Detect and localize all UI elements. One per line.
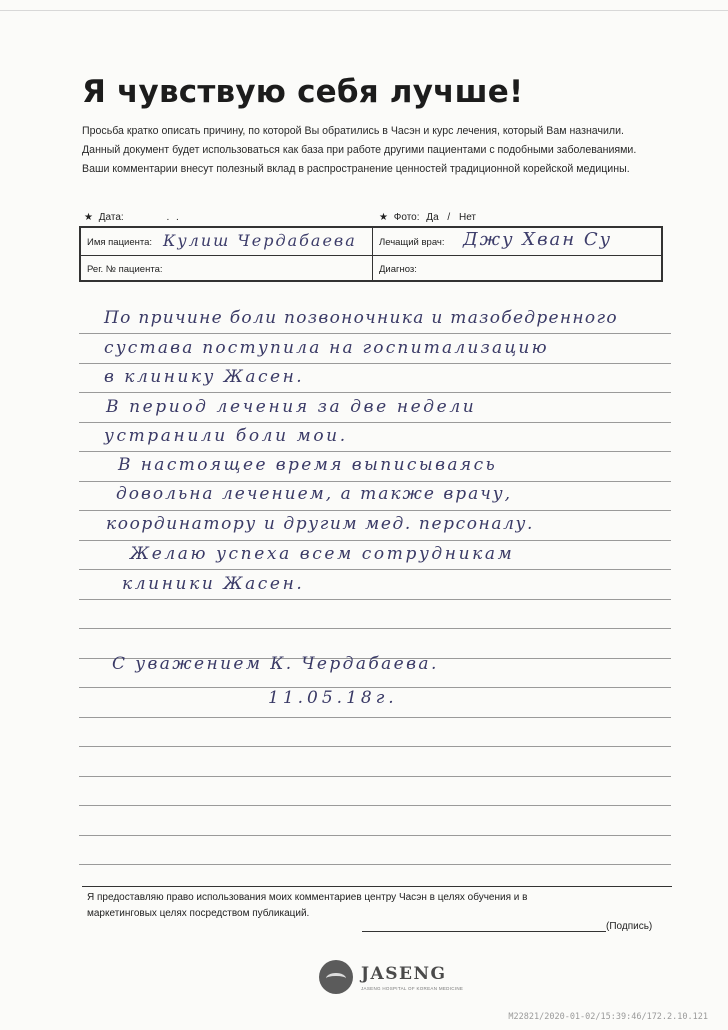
doctor-label: Лечащий врач: bbox=[379, 237, 445, 248]
ruled-line bbox=[79, 422, 671, 423]
ruled-line bbox=[79, 717, 671, 718]
letter-line: довольна лечением, а также врачу, bbox=[116, 484, 513, 504]
doctor-cell[interactable] bbox=[373, 228, 663, 255]
signature-line[interactable] bbox=[362, 931, 606, 932]
date-field bbox=[84, 212, 181, 223]
diagnosis-cell[interactable] bbox=[373, 256, 663, 282]
consent-text bbox=[87, 890, 672, 922]
ruled-line bbox=[79, 540, 671, 541]
letter-date: 11.05.18г. bbox=[268, 688, 398, 708]
intro-line: Ваши комментарии внесут полезный вклад в распространение ценностей традиционной корейской медицины. bbox=[82, 163, 630, 175]
star-icon: ★ bbox=[379, 212, 388, 223]
ruled-line bbox=[79, 835, 671, 836]
photo-no-option[interactable]: Нет bbox=[458, 212, 477, 223]
reg-number-label: Рег. № пациента: bbox=[87, 264, 163, 275]
star-icon: ★ bbox=[84, 212, 93, 223]
ruled-line bbox=[79, 333, 671, 334]
patient-name-value: Кулиш Чердабаева bbox=[163, 231, 357, 250]
consent-line: Я предоставляю право использования моих комментариев центру Часэн в целях обучения и в bbox=[87, 892, 528, 903]
diagnosis-label: Диагноз: bbox=[379, 264, 417, 275]
ruled-line bbox=[79, 805, 671, 806]
photo-separator: / bbox=[447, 212, 451, 223]
logo-subtitle: JASENG HOSPITAL OF KOREAN MEDICINE bbox=[361, 986, 464, 991]
logo-name: JASENG bbox=[361, 964, 447, 984]
patient-name-cell[interactable] bbox=[81, 228, 372, 255]
ruled-line bbox=[79, 776, 671, 777]
ruled-line bbox=[79, 599, 671, 600]
signature-label: (Подпись) bbox=[606, 921, 653, 932]
date-label: Дата: bbox=[98, 212, 124, 223]
letter-line: В период лечения за две недели bbox=[106, 397, 477, 417]
letter-line: устранили боли мои. bbox=[104, 426, 348, 446]
ruled-line bbox=[79, 451, 671, 452]
ruled-line bbox=[79, 628, 671, 629]
doctor-value: Джу Хван Су bbox=[463, 229, 613, 250]
patient-name-label: Имя пациента: bbox=[87, 237, 153, 248]
photo-field bbox=[379, 212, 476, 223]
intro-line: Данный документ будет использоваться как база при работе другими пациентами с подобными заболеваниями. bbox=[82, 144, 637, 156]
photo-yes-option[interactable]: Да bbox=[426, 212, 439, 223]
intro-line: Просьба кратко описать причину, по которой Вы обратились в Часэн и курс лечения, который Вам назначили. bbox=[82, 125, 624, 137]
photo-label: Фото: bbox=[393, 212, 420, 223]
ruled-line bbox=[79, 392, 671, 393]
intro-text bbox=[82, 122, 672, 179]
letter-line: клиники Жасен. bbox=[122, 574, 305, 594]
reg-number-cell[interactable] bbox=[81, 256, 372, 282]
letter-line: сустава поступила на госпитализацию bbox=[104, 338, 549, 358]
jaseng-logo bbox=[319, 958, 464, 1004]
scan-stamp: M22821/2020-01-02/15:39:46/172.2.10.121 bbox=[508, 1012, 708, 1022]
page-title: Я чувствую себя лучше! bbox=[82, 74, 524, 110]
letter-closing: С уважением К. Чердабаева. bbox=[112, 654, 439, 674]
consent-line: маркетинговых целях посредством публикаций. bbox=[87, 908, 310, 919]
jaseng-emblem-icon bbox=[319, 960, 353, 994]
letter-line: Желаю успеха всем сотрудникам bbox=[130, 544, 515, 564]
ruled-line bbox=[79, 363, 671, 364]
ruled-line bbox=[79, 746, 671, 747]
letter-line: координатору и другим мед. персоналу. bbox=[106, 514, 534, 534]
date-placeholder: . . bbox=[166, 212, 181, 223]
ruled-line bbox=[79, 510, 671, 511]
letter-line: В настоящее время выписываясь bbox=[118, 455, 498, 475]
ruled-line bbox=[79, 864, 671, 865]
footer-divider bbox=[82, 886, 672, 887]
patient-info-table bbox=[79, 226, 663, 282]
letter-line: По причине боли позвоночника и тазобедренного bbox=[104, 308, 618, 328]
ruled-line bbox=[79, 481, 671, 482]
scan-edge bbox=[0, 0, 728, 11]
letter-line: в клинику Жасен. bbox=[104, 367, 305, 387]
ruled-line bbox=[79, 569, 671, 570]
